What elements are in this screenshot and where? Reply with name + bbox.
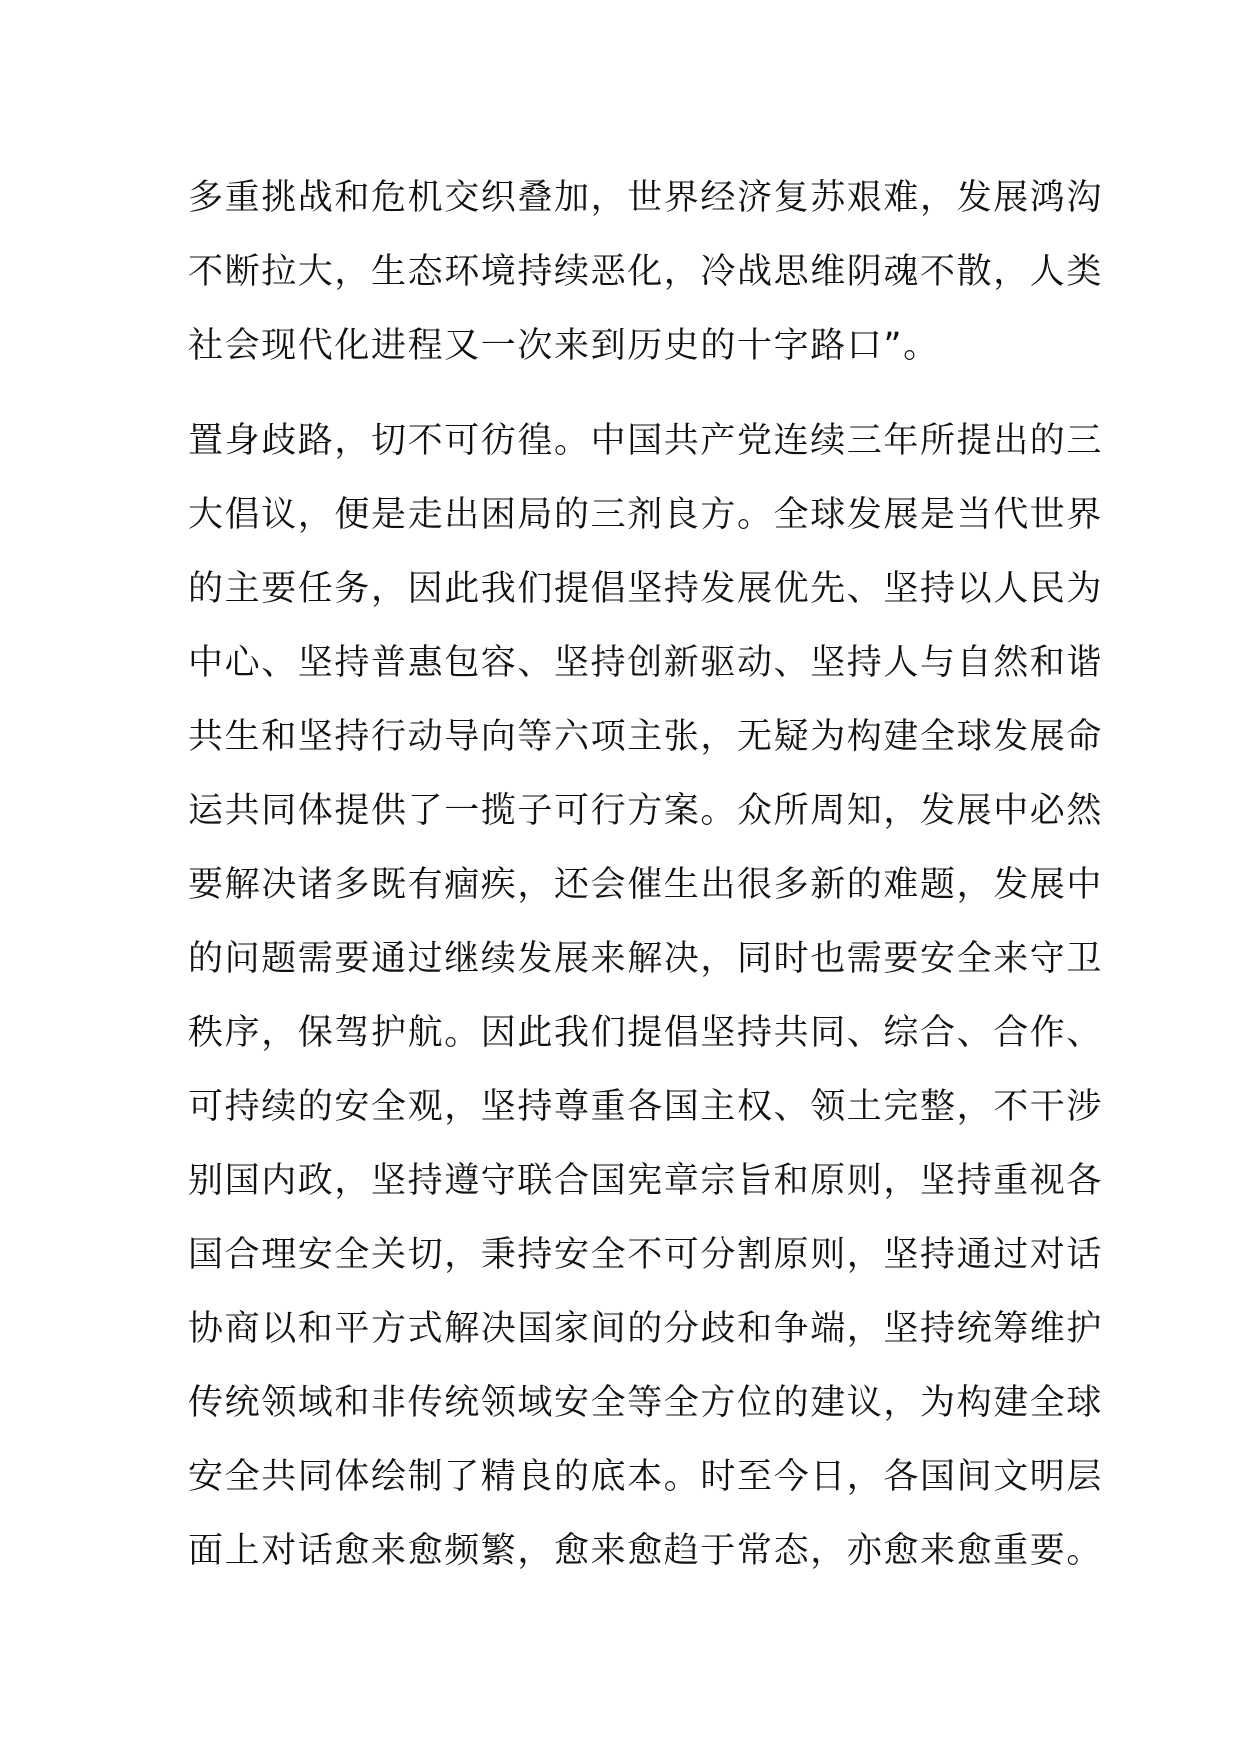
text-line: 国合理安全关切，秉持安全不可分割原则，坚持通过对话 — [188, 1235, 1104, 1275]
text-line: 别国内政，坚持遵守联合国宪章宗旨和原则，坚持重视各 — [188, 1161, 1104, 1201]
text-line: 要解决诸多既有痼疾，还会催生出很多新的难题，发展中 — [188, 865, 1104, 905]
text-line: 传统领域和非传统领域安全等全方位的建议，为构建全球 — [188, 1383, 1104, 1423]
text-line: 中心、坚持普惠包容、坚持创新驱动、坚持人与自然和谐 — [188, 643, 1104, 683]
text-line: 运共同体提供了一揽子可行方案。众所周知，发展中必然 — [188, 791, 1104, 831]
text-line: 置身歧路，切不可彷徨。中国共产党连续三年所提出的三 — [188, 421, 1104, 461]
text-line: 不断拉大，生态环境持续恶化，冷战思维阴魂不散，人类 — [188, 252, 1104, 292]
text-line: 安全共同体绘制了精良的底本。时至今日，各国间文明层 — [188, 1457, 1104, 1497]
text-line: 秩序，保驾护航。因此我们提倡坚持共同、综合、合作、 — [188, 1013, 1104, 1053]
text-line: 协商以和平方式解决国家间的分歧和争端，坚持统筹维护 — [188, 1309, 1104, 1349]
text-line: 大倡议，便是走出困局的三剂良方。全球发展是当代世界 — [188, 495, 1104, 535]
paragraph-1 — [188, 161, 1104, 383]
text-line: 面上对话愈来愈频繁，愈来愈趋于常态，亦愈来愈重要。 — [188, 1531, 1104, 1571]
text-line: 社会现代化进程又一次来到历史的十字路口”。 — [188, 326, 940, 366]
paragraph-2 — [188, 404, 1104, 1588]
text-line: 的主要任务，因此我们提倡坚持发展优先、坚持以人民为 — [188, 569, 1104, 609]
text-line: 的问题需要通过继续发展来解决，同时也需要安全来守卫 — [188, 939, 1104, 979]
text-line: 多重挑战和危机交织叠加，世界经济复苏艰难，发展鸿沟 — [188, 178, 1104, 218]
text-line: 可持续的安全观，坚持尊重各国主权、领土完整，不干涉 — [188, 1087, 1104, 1127]
text-line: 共生和坚持行动导向等六项主张，无疑为构建全球发展命 — [188, 717, 1104, 757]
